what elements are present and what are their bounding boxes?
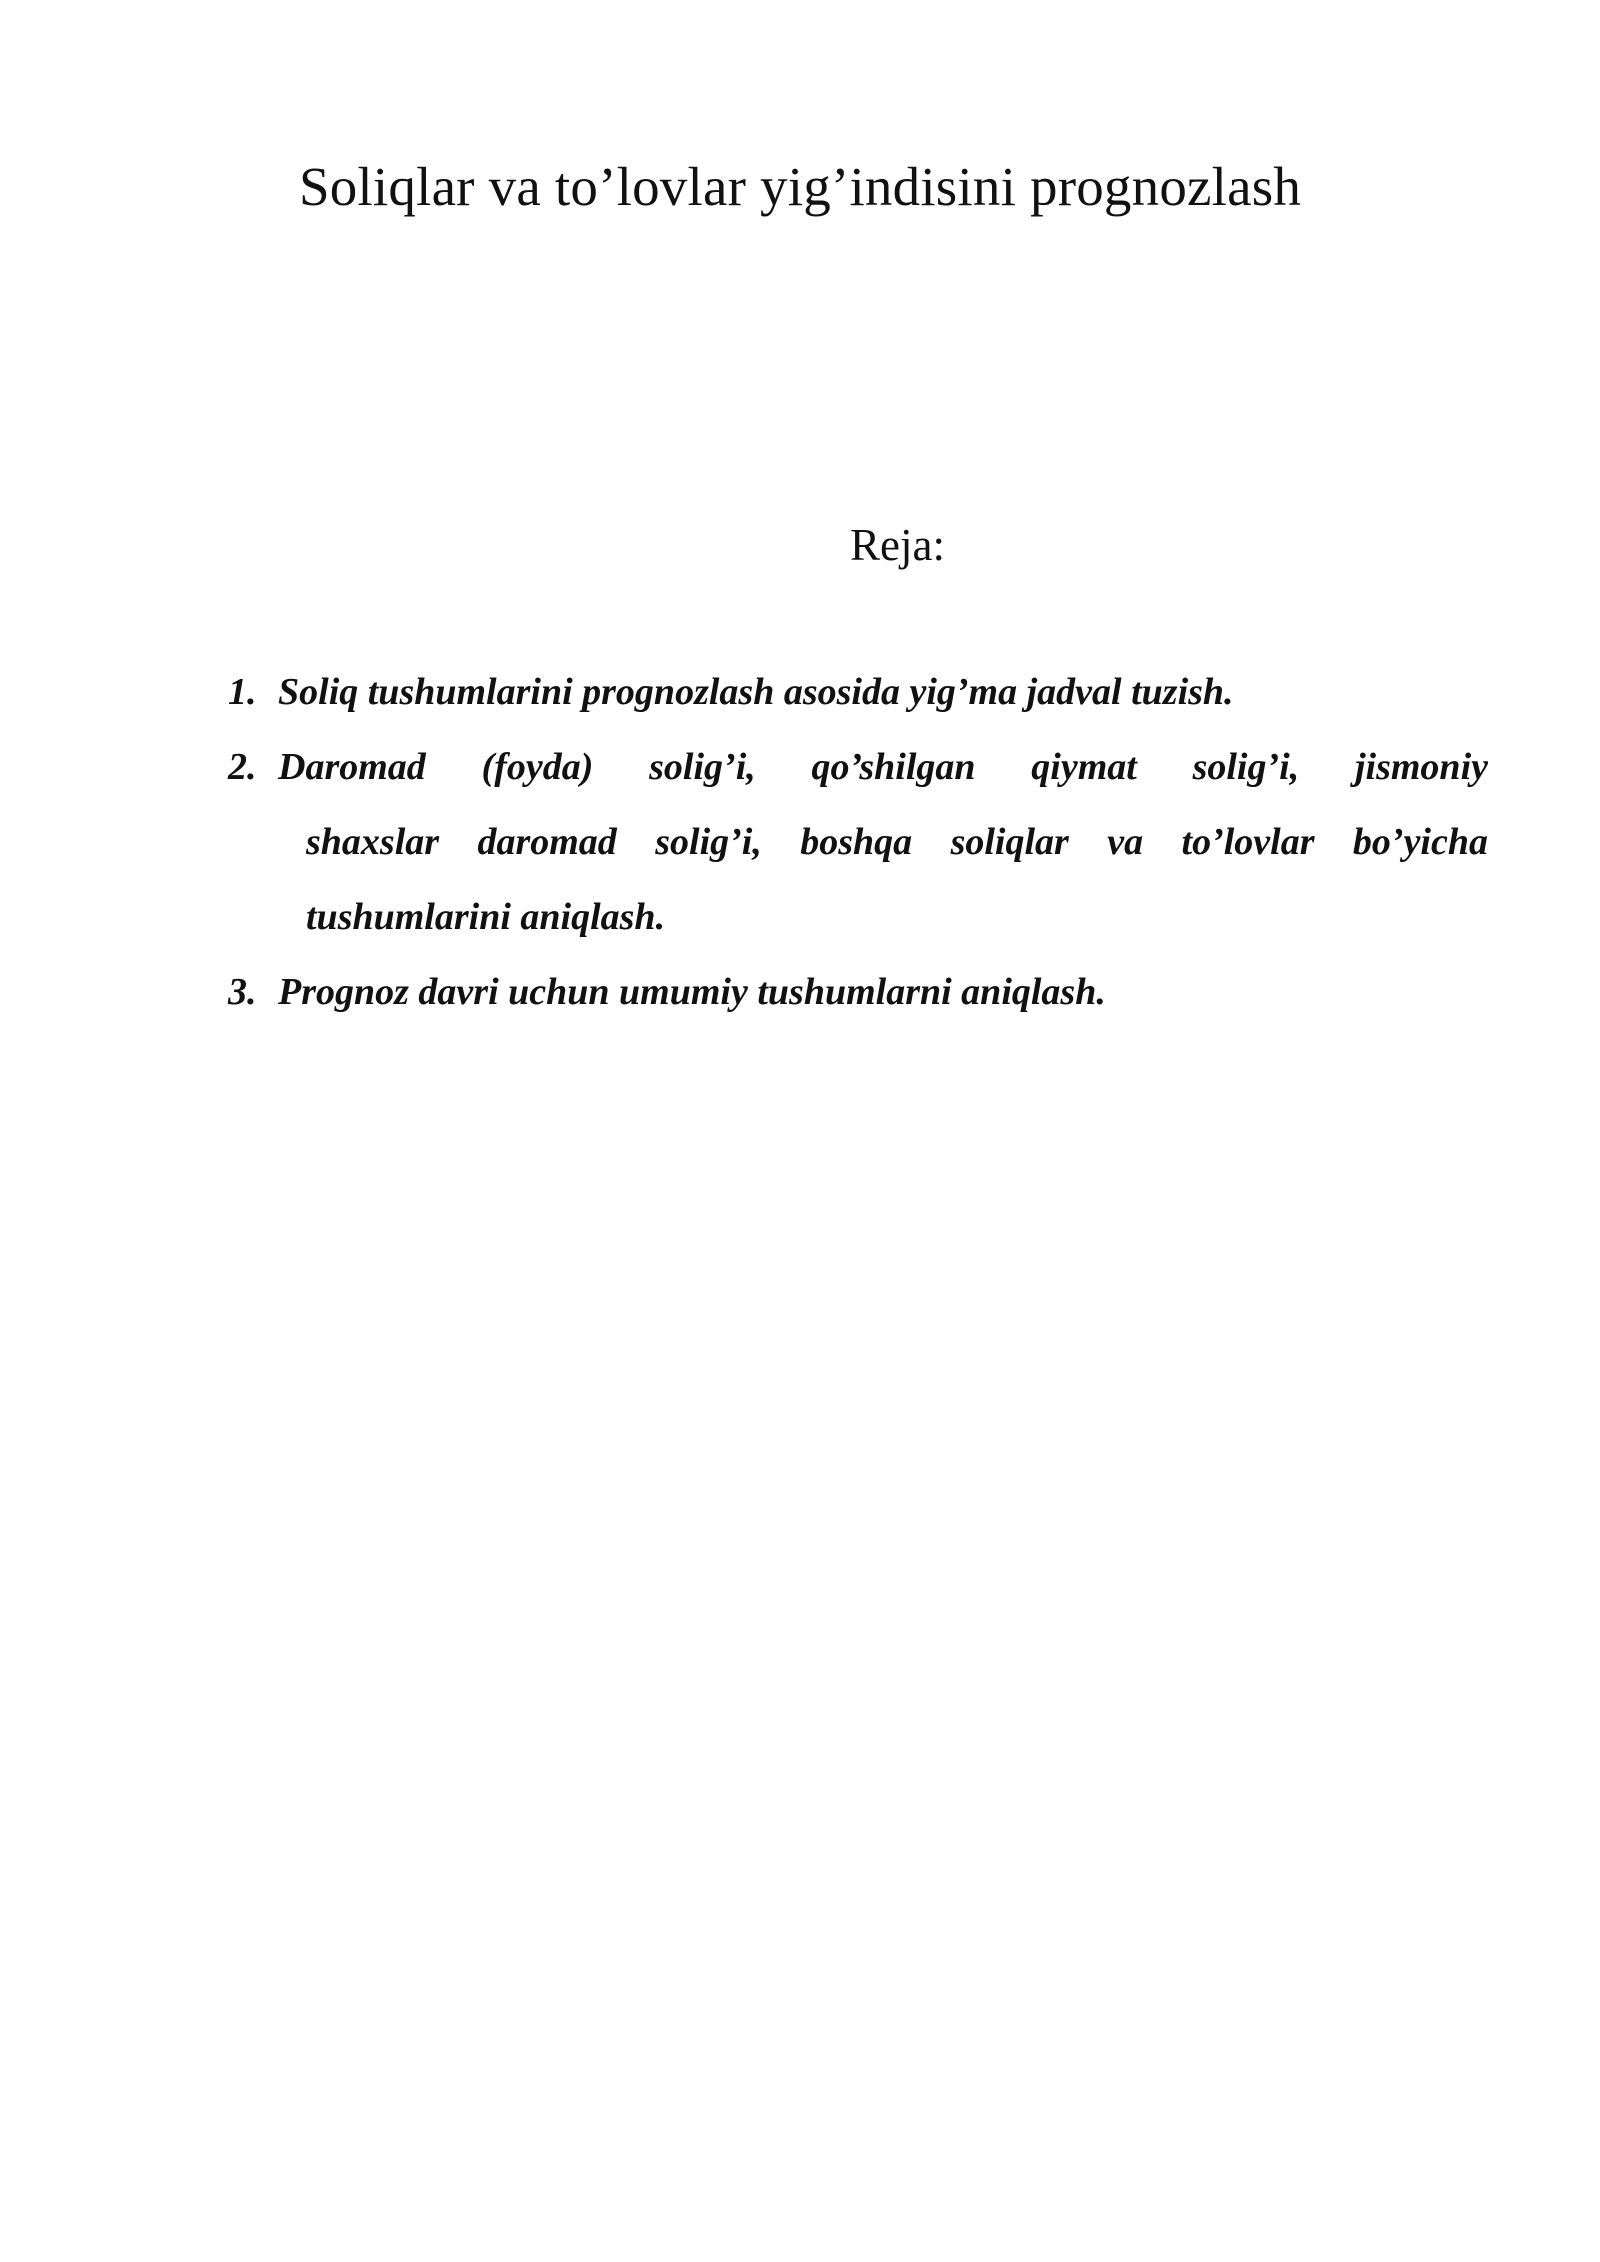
plan-item-text: Soliq tushumlarini prognozlash asosida yig’ma jadval tuzish. — [278, 671, 1234, 713]
plan-item-1 — [228, 655, 1488, 730]
plan-item-line: tushumlarini aniqlash. — [306, 896, 666, 938]
plan-item-3 — [228, 955, 1488, 1030]
plan-list — [228, 655, 1488, 1030]
plan-item-number: 1. — [228, 671, 257, 713]
plan-item-line: Daromad (foyda) solig’i, qo’shilgan qiymat solig’i, jismoniy — [278, 746, 1488, 788]
plan-item-2 — [228, 730, 1488, 955]
plan-heading: Reja: — [850, 520, 945, 570]
plan-item-text: Prognoz davri uchun umumiy tushumlarni aniqlash. — [278, 971, 1106, 1013]
plan-item-line: shaxslar daromad solig’i, boshqa soliqlar va to’lovlar bo’yicha — [306, 821, 1488, 863]
document-title: Soliqlar va to’lovlar yig’indisini prognozlash — [298, 156, 1302, 217]
plan-item-text — [278, 730, 1488, 955]
plan-item-number: 2. — [228, 746, 257, 788]
plan-item-number: 3. — [228, 971, 257, 1013]
